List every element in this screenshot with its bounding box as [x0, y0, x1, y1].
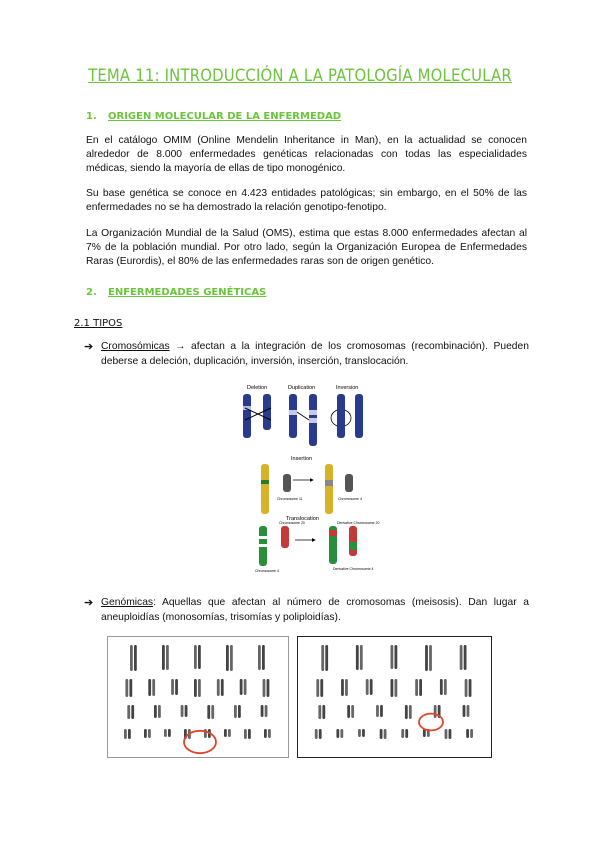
- chromosome: [320, 679, 323, 697]
- bullet-term: Genómicas: [101, 597, 154, 608]
- chromosome: [129, 679, 132, 697]
- chromosome: [158, 705, 161, 718]
- fig-label-duplication: Duplication: [288, 385, 316, 391]
- chromosome: [166, 645, 169, 670]
- chromosome: [144, 729, 147, 738]
- subsection-tipos: 2.1 TIPOS: [74, 318, 123, 329]
- paragraph-oms: La Organización Mundial de la Salud (OMS), estima que estas 8.000 enfermedades afectan al 7% de la población mundial. Por otro lado, según la Organización Europea de Enfermedades Raras (Eurordis), el 80% de las enfermedades raras son de origen genético.: [86, 228, 527, 267]
- chromosome: [125, 679, 128, 697]
- caption-chromosome-4b: Chromosome 4: [255, 569, 279, 573]
- chromosome: [391, 679, 394, 697]
- chromosome: [207, 705, 210, 719]
- chromosome: [168, 729, 171, 737]
- chromosome: [405, 729, 408, 738]
- bullet-term: Cromosómicas: [101, 341, 170, 352]
- caption-derivative-20: Derivative Chromosome 20: [337, 521, 380, 525]
- arrow-bullet-icon: ➔: [84, 341, 94, 353]
- bullet-description: : Aquellas que afectan al número de cromosomas (meisosis). Dan lugar a aneuploidías (monosomías, trisomías y poliploidías).: [101, 597, 529, 623]
- fig-label-insertion: Insertion: [291, 456, 313, 462]
- chromosome: [391, 645, 394, 669]
- chromosome: [318, 705, 321, 719]
- chromosome: [384, 729, 387, 739]
- chromosome: [409, 705, 412, 719]
- chromosome: [465, 679, 468, 697]
- chromosome: [185, 705, 188, 717]
- chromosome: [322, 705, 325, 719]
- chromosome: [340, 729, 343, 738]
- section-1-heading: [86, 111, 341, 122]
- paragraph-genetic-base: Su base genética se conoce en 4.423 entidades patológicas; sin embargo, en el 50% de las enfermedades no se ha demostrado la relación genotipo-fenotipo.: [86, 188, 527, 213]
- chromosome: [198, 645, 201, 669]
- bullet-description: → afectan a la integración de los cromosomas (recombinación). Pueden deberse a deleción, duplicación, inversión, inserción, translocación.: [101, 341, 529, 367]
- chromosome: [238, 705, 241, 718]
- chromosome: [181, 705, 184, 717]
- chromosome: [469, 679, 472, 697]
- caption-derivative-4: Derivative Chromosome 4: [333, 567, 374, 571]
- chromosome: [198, 679, 201, 697]
- chromosome: [464, 645, 467, 670]
- karyotype-right-figure: [297, 636, 492, 758]
- caption-chromosome-11: Chromosome 11: [277, 497, 303, 501]
- fig-label-deletion: Deletion: [247, 385, 268, 391]
- chromosome: [162, 645, 165, 670]
- chromosome: [316, 679, 319, 697]
- chromosome: [127, 705, 130, 719]
- chromosome: [244, 679, 247, 695]
- chromosome: [415, 679, 418, 696]
- chromosome: [356, 645, 359, 670]
- bullet-text: [101, 340, 529, 369]
- chromosome: [148, 679, 151, 696]
- page-title: TEMA 11: INTRODUCCIÓN A LA PATOLOGÍA MOLECULAR: [88, 66, 512, 85]
- chromosome: [347, 705, 350, 718]
- chromosome: [395, 645, 398, 669]
- chromosome: [370, 679, 373, 695]
- fig-label-inversion: Inversion: [336, 385, 359, 391]
- chromosome: [211, 705, 214, 719]
- chromosome: [440, 679, 443, 695]
- section-2-heading: [86, 287, 266, 298]
- chromosome: [194, 645, 197, 669]
- chromosome: [268, 729, 271, 738]
- chromosome-aberrations-figure: [233, 380, 380, 576]
- chromosome: [263, 679, 266, 697]
- chromosome: [228, 729, 231, 737]
- chromosome: [351, 705, 354, 718]
- chromosome: [248, 729, 251, 739]
- chromosome: [445, 729, 448, 739]
- chromosome: [194, 679, 197, 697]
- chromosome: [380, 705, 383, 717]
- fig-label-translocation: Translocation: [286, 516, 319, 522]
- chromosome: [264, 729, 267, 738]
- chromosome: [444, 679, 447, 695]
- trisomy-highlight-circle: [419, 714, 443, 731]
- chromosome: [345, 679, 348, 696]
- section-2-text: ENFERMEDADES GENÉTICAS: [108, 287, 267, 298]
- trisomy-highlight-circle: [184, 731, 216, 753]
- chromosome: [226, 645, 229, 671]
- caption-chromosome-20: Chromosome 20: [279, 521, 305, 525]
- bullet-cromosomicas: [84, 340, 529, 369]
- chromosome: [217, 679, 220, 696]
- paragraph-omim: En el catálogo OMIM (Online Mendelin Inheritance in Man), en la actualidad se conocen alrededor de 8.000 enfermedades genéticas relacionadas con todas las especialidades médicas, siendo la mayoría de ellas de tipo monogénico.: [86, 135, 527, 174]
- chromosome: [419, 679, 422, 696]
- chromosome: [131, 705, 134, 719]
- chromosome: [395, 679, 398, 697]
- chromosome: [171, 679, 174, 695]
- chromosome: [460, 645, 463, 670]
- arrow-bullet-icon: ➔: [84, 597, 94, 609]
- chromosome: [130, 645, 133, 671]
- chromosome: [221, 679, 224, 696]
- bullet-text: [101, 596, 529, 625]
- chromosome: [128, 729, 131, 739]
- chromosome: [405, 705, 408, 719]
- chromosome: [240, 679, 243, 695]
- chromosome: [429, 645, 432, 671]
- chromosome: [358, 729, 361, 737]
- chromosome: [261, 705, 264, 717]
- chromosome: [148, 729, 151, 738]
- chromosome: [466, 729, 469, 738]
- chromosome: [164, 729, 167, 737]
- chromosome: [376, 705, 379, 717]
- section-1-number: 1.: [86, 111, 97, 122]
- chromosome: [470, 729, 473, 738]
- chromosome: [154, 705, 157, 718]
- chromosome: [124, 729, 127, 739]
- section-2-number: 2.: [86, 287, 97, 298]
- chromosome: [315, 729, 318, 739]
- chromosome: [336, 729, 339, 738]
- bullet-genomicas: [84, 596, 529, 625]
- chromosome: [401, 729, 404, 738]
- chromosome: [152, 679, 155, 696]
- chromosome: [134, 645, 137, 671]
- chromosome: [265, 705, 268, 717]
- chromosome: [362, 729, 365, 737]
- chromosome: [321, 645, 324, 671]
- chromosome: [467, 705, 470, 717]
- chromosome: [380, 729, 383, 739]
- section-1-text: ORIGEN MOLECULAR DE LA ENFERMEDAD: [108, 111, 342, 122]
- chromosome: [175, 679, 178, 695]
- chromosome: [341, 679, 344, 696]
- chromosome: [258, 645, 261, 670]
- chromosome: [366, 679, 369, 695]
- chromosome: [449, 729, 452, 739]
- chromosome: [319, 729, 322, 739]
- chromosome: [425, 645, 428, 671]
- chromosome: [267, 679, 270, 697]
- chromosome: [463, 705, 466, 717]
- caption-chromosome-4: Chromosome 4: [338, 497, 362, 501]
- chromosome: [244, 729, 247, 739]
- karyotype-left-figure: [107, 636, 289, 758]
- chromosome: [434, 705, 437, 718]
- chromosome: [224, 729, 227, 737]
- chromosome: [234, 705, 237, 718]
- chromosome: [360, 645, 363, 670]
- chromosome: [230, 645, 233, 671]
- chromosome: [262, 645, 265, 670]
- chromosome: [325, 645, 328, 671]
